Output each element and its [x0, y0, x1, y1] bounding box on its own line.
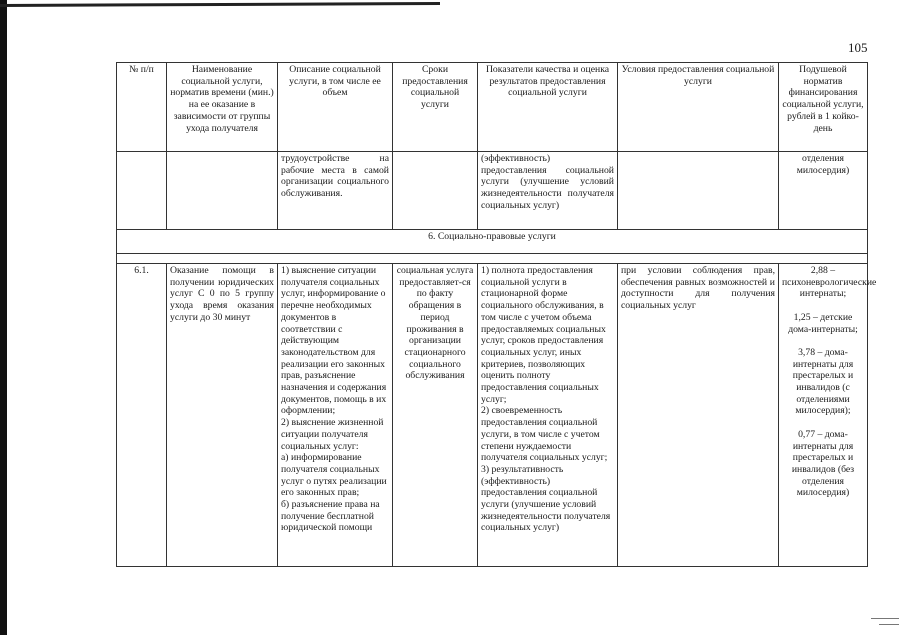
- service-description: 1) выяснение ситуации получателя социальных услуг, информирование о перечне необходимых документов в соответствии с действующим законодательством для реализации его законных прав, разъяснение назначения и содержания документов, помощь в их оформлении; 2) выяснение жизненной ситуации получателя социальных услуг: а) информирование получателя социальных услуг о путях реализации его законных прав; б) разъяснение права на получение бесплатной юридической помощи: [278, 264, 393, 567]
- page-number: 105: [848, 40, 868, 55]
- service-funding: [779, 264, 877, 567]
- header-quality: Показатели качества и оценка результатов предоставления социальной услуги: [478, 63, 618, 152]
- service-row-6-1: [117, 264, 868, 567]
- scan-edge-left: [0, 0, 7, 635]
- service-conditions: при условии соблюдения прав, обеспечения равных возможностей и доступности для получения социальных услуг: [618, 264, 779, 567]
- funding-item: 2,88 – психоневрологические интернаты;: [782, 265, 877, 300]
- header-funding: Подушевой норматив финансирования социальной услуги, рублей в 1 койко-день: [779, 63, 868, 152]
- header-description: Описание социальной услуги, в том числе ее объем: [278, 63, 393, 152]
- separator-row: [117, 254, 868, 264]
- cell-empty: [393, 152, 478, 230]
- service-name: Оказание помощи в получении юридических услуг С 0 по 5 группу ухода время оказания услуги до 30 минут: [167, 264, 278, 567]
- header-term: Сроки предоставления социальной услуги: [393, 63, 478, 152]
- header-name: Наименование социальной услуги, норматив времени (мин.) на ее оказание в зависимости от группы ухода получателя: [167, 63, 278, 152]
- scan-mark: [871, 618, 899, 619]
- cont-description: трудоустройстве на рабочие места в самой организации социального обслуживания.: [278, 152, 393, 230]
- services-table: [116, 62, 877, 567]
- cell-empty: [618, 152, 779, 230]
- section-row: [117, 230, 868, 254]
- continuation-row: [117, 152, 868, 230]
- funding-item: 1,25 – детские дома-интернаты;: [788, 311, 858, 335]
- service-quality: 1) полнота предоставления социальной услуги в стационарной форме социального обслуживания, в том числе с учетом объема предоставляемых социальных услуг, сроков предоставления социальных услуг, иных критериев, позволяющих оценить полноту предоставления социальных услуг; 2) своевременность предоставления социальной услуги, в том числе с учетом степени нуждаемости получателя социальных услуг; 3) результативность (эффективность) предоставления социальной услуги (улучшение условий жизнедеятельности получателя социальных услуг): [478, 264, 618, 567]
- scan-edge-top: [0, 2, 440, 7]
- row-number: 6.1.: [117, 264, 167, 567]
- funding-item: 3,78 – дома-интернаты для престарелых и инвалидов (с отделениями милосердия);: [792, 346, 854, 417]
- funding-item: 0,77 – дома-интернаты для престарелых и инвалидов (без отделения милосердия): [791, 428, 855, 499]
- cell-empty: [117, 152, 167, 230]
- header-conditions: Условия предоставления социальной услуги: [618, 63, 779, 152]
- cell-empty: [167, 152, 278, 230]
- service-term: социальная услуга предоставляет-ся по факту обращения в период проживания в организации стационарного социального обслуживания: [393, 264, 478, 567]
- cont-quality: (эффективность) предоставления социальной услуги (улучшение условий жизнедеятельности получателя социальных услуг): [478, 152, 618, 230]
- header-row: [117, 63, 868, 152]
- cont-funding: отделения милосердия): [779, 152, 868, 230]
- scan-mark: [879, 624, 899, 625]
- header-number: № п/п: [117, 63, 167, 152]
- section-title: 6. Социально-правовые услуги: [117, 230, 868, 254]
